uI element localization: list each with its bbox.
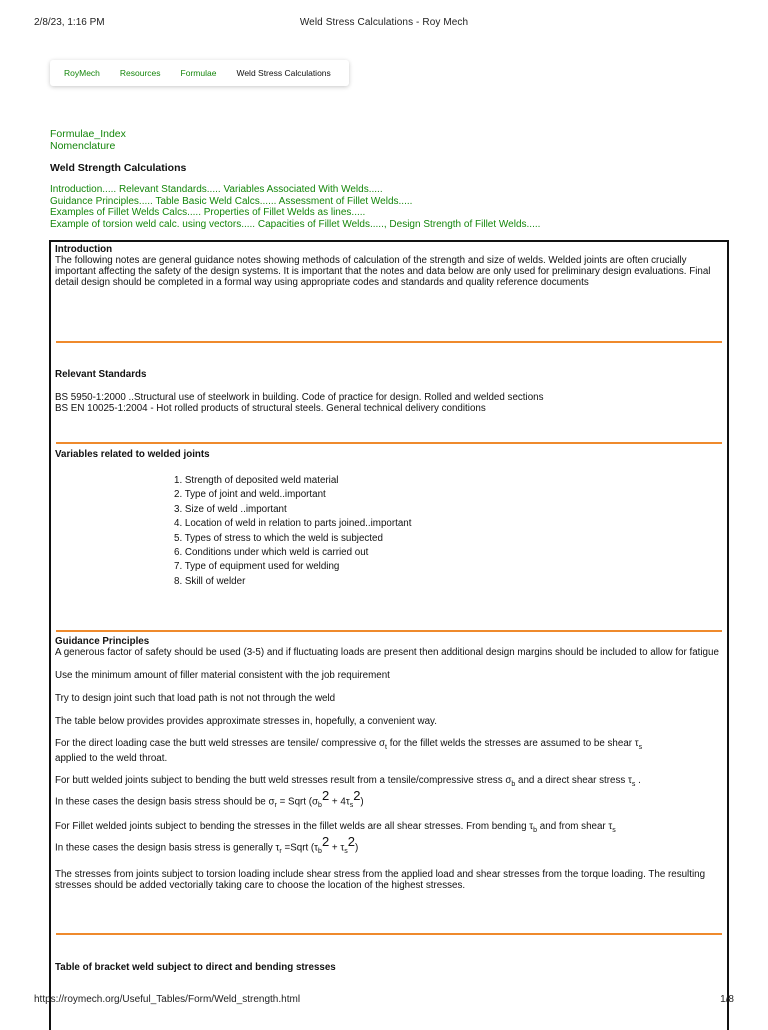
text-run: +: [329, 842, 341, 854]
superscript: 2: [347, 834, 355, 850]
text-run: = Sqrt (: [276, 796, 312, 808]
breadcrumb: [50, 60, 349, 86]
text-run: In these cases the design basis stress is generally: [55, 842, 276, 854]
page-number: 1/8: [720, 994, 734, 1005]
text-run: .: [635, 774, 641, 786]
link-formulae-index[interactable]: Formulae_Index: [50, 128, 126, 140]
guidance-paragraph: Try to design joint such that load path is not not through the weld: [55, 693, 336, 704]
list-item: 7. Type of equipment used for welding: [174, 561, 340, 573]
tau-symbol: τ: [608, 821, 613, 833]
link-nomenclature[interactable]: Nomenclature: [50, 139, 116, 152]
subscript: s: [612, 827, 616, 835]
tau-symbol: τ: [345, 796, 350, 808]
link-torsion-example[interactable]: Example of torsion weld calc. using vectors.....: [50, 218, 256, 230]
text-run: and from shear: [537, 821, 609, 833]
guidance-paragraph: The stresses from joints subject to torsion loading include shear stress from the applied load and shear stresses from the torque loading. The resulting stresses should be added vectorially taking care to choose the location of the highest stresses.: [55, 869, 706, 892]
sigma-symbol: σ: [268, 796, 275, 808]
link-assessment-fillet-welds[interactable]: Assessment of Fillet Welds.....: [278, 195, 413, 207]
list-item: 5. Types of stress to which the weld is subjected: [174, 532, 383, 544]
text-run: and a direct shear stress: [515, 774, 628, 786]
guidance-paragraph: [55, 775, 721, 811]
link-table-basic-weld-calcs[interactable]: Table Basic Weld Calcs......: [155, 195, 277, 207]
subscript: r: [274, 802, 277, 810]
link-examples-fillet-welds[interactable]: Examples of Fillet Welds Calcs.....: [50, 207, 201, 218]
breadcrumb-formulae[interactable]: Formulae: [180, 68, 217, 78]
subscript: s: [344, 848, 348, 856]
tau-symbol: τ: [275, 842, 280, 854]
list-item: 4. Location of weld in relation to parts joined..important: [174, 518, 412, 530]
standard-item: BS 5950-1:2000 ..Structural use of steelwork in building. Code of practice for design. Rolled and welded sections: [55, 392, 544, 403]
subscript: t: [385, 743, 387, 751]
standard-item: BS EN 10025-1:2004 - Hot rolled products of structural steels. General technical delivery conditions: [55, 403, 486, 414]
sigma-symbol: σ: [505, 774, 512, 786]
link-guidance-principles[interactable]: Guidance Principles.....: [50, 195, 153, 207]
section-links-row: [50, 207, 540, 219]
superscript: 2: [353, 787, 361, 803]
text-run: for the fillet welds the stresses are assumed to be shear: [387, 738, 635, 749]
subscript: s: [638, 743, 643, 751]
section-divider: [56, 442, 722, 444]
subscript: s: [349, 802, 354, 810]
introduction-heading: Introduction: [55, 244, 113, 255]
guidance-paragraph: Use the minimum amount of filler material consistent with the job requirement: [55, 670, 390, 681]
subscript: b: [318, 848, 322, 856]
breadcrumb-current: Weld Stress Calculations: [236, 68, 331, 78]
superscript: 2: [321, 834, 330, 850]
link-relevant-standards[interactable]: Relevant Standards.....: [118, 184, 221, 195]
tau-symbol: τ: [340, 842, 345, 854]
list-item: 6. Conditions under which weld is carried out: [174, 547, 369, 559]
text-run: + 4: [329, 796, 346, 808]
link-properties-fillet-welds[interactable]: Properties of Fillet Welds as lines.....: [203, 207, 366, 218]
page-title: Weld Strength Calculations: [50, 162, 187, 174]
table-heading: Table of bracket weld subject to direct and bending stresses: [55, 962, 336, 973]
text-run: For the direct loading case the butt weld stresses are tensile/ compressive: [55, 738, 379, 749]
content-table: [49, 240, 729, 1030]
guidance-heading: Guidance Principles: [55, 636, 150, 647]
breadcrumb-resources[interactable]: Resources: [119, 68, 161, 78]
guidance-paragraph: [55, 821, 721, 857]
text-run: In these cases the design basis stress should be: [55, 796, 269, 808]
list-item: 8. Skill of welder: [174, 575, 246, 587]
section-divider: [56, 341, 722, 343]
text-run: For butt welded joints subject to bending the butt weld stresses result from a tensile/compressive stress: [55, 774, 506, 786]
sigma-symbol: σ: [312, 796, 319, 808]
text-run: ): [360, 796, 364, 808]
subscript: r: [279, 848, 282, 856]
guidance-paragraph: [55, 738, 721, 764]
section-divider: [56, 933, 722, 935]
tau-symbol: τ: [628, 774, 632, 786]
subscript: s: [631, 780, 636, 788]
variables-heading: Variables related to welded joints: [55, 449, 210, 460]
breadcrumb-royMech[interactable]: RoyMech: [64, 68, 100, 78]
section-links: [50, 184, 540, 230]
section-links-row: [50, 219, 540, 231]
introduction-text: The following notes are general guidance notes showing methods of calculation of the strength and size of welds. Welded joints are often crucially important affecting the safety of the design systems. It is important that the notes and data below are only used for preliminary design evaluations. Final detail design should be completed in a formal way using appropriate codes and standards and quality reference documents: [55, 255, 711, 288]
relevant-standards-heading: Relevant Standards: [55, 369, 147, 380]
text-run: For Fillet welded joints subject to bending the stresses in the fillet welds are all shear stresses. From bending: [55, 821, 530, 833]
introduction-section: [55, 244, 721, 288]
link-design-strength[interactable]: Design Strength of Fillet Welds.....: [389, 218, 541, 230]
link-introduction[interactable]: Introduction.....: [50, 184, 117, 195]
list-item: 2. Type of joint and weld..important: [174, 489, 326, 501]
text-run: applied to the weld throat.: [55, 752, 168, 764]
tau-symbol: τ: [529, 821, 534, 833]
relevant-standards-section: [55, 369, 721, 414]
guidance-section: [55, 636, 721, 891]
tau-symbol: τ: [634, 738, 639, 749]
sigma-symbol: σ: [379, 738, 386, 749]
superscript: 2: [321, 787, 330, 803]
tau-symbol: τ: [314, 842, 319, 854]
link-variables[interactable]: Variables Associated With Welds.....: [223, 184, 383, 195]
subscript: b: [533, 827, 538, 835]
section-links-row: [50, 184, 540, 196]
top-links: [50, 129, 126, 152]
variables-list: [174, 474, 411, 589]
link-capacities-fillet-welds[interactable]: Capacities of Fillet Welds.....,: [257, 218, 387, 230]
text-run: ): [354, 842, 359, 854]
section-links-row: [50, 196, 540, 208]
text-run: =Sqrt (: [281, 842, 315, 854]
print-title: Weld Stress Calculations - Roy Mech: [299, 17, 469, 28]
list-item: 1. Strength of deposited weld material: [174, 475, 339, 486]
list-item: 3. Size of weld ..important: [174, 503, 287, 515]
section-divider: [56, 630, 722, 632]
subscript: b: [318, 802, 322, 810]
guidance-paragraph: The table below provides provides approximate stresses in, hopefully, a convenient way.: [55, 716, 437, 727]
print-url: https://roymech.org/Useful_Tables/Form/Weld_strength.html: [34, 994, 301, 1005]
print-date: 2/8/23, 1:16 PM: [34, 17, 105, 28]
guidance-paragraph: A generous factor of safety should be used (3-5) and if fluctuating loads are present then additional design margins should be included to allow for fatigue: [55, 647, 719, 658]
subscript: b: [511, 780, 516, 788]
